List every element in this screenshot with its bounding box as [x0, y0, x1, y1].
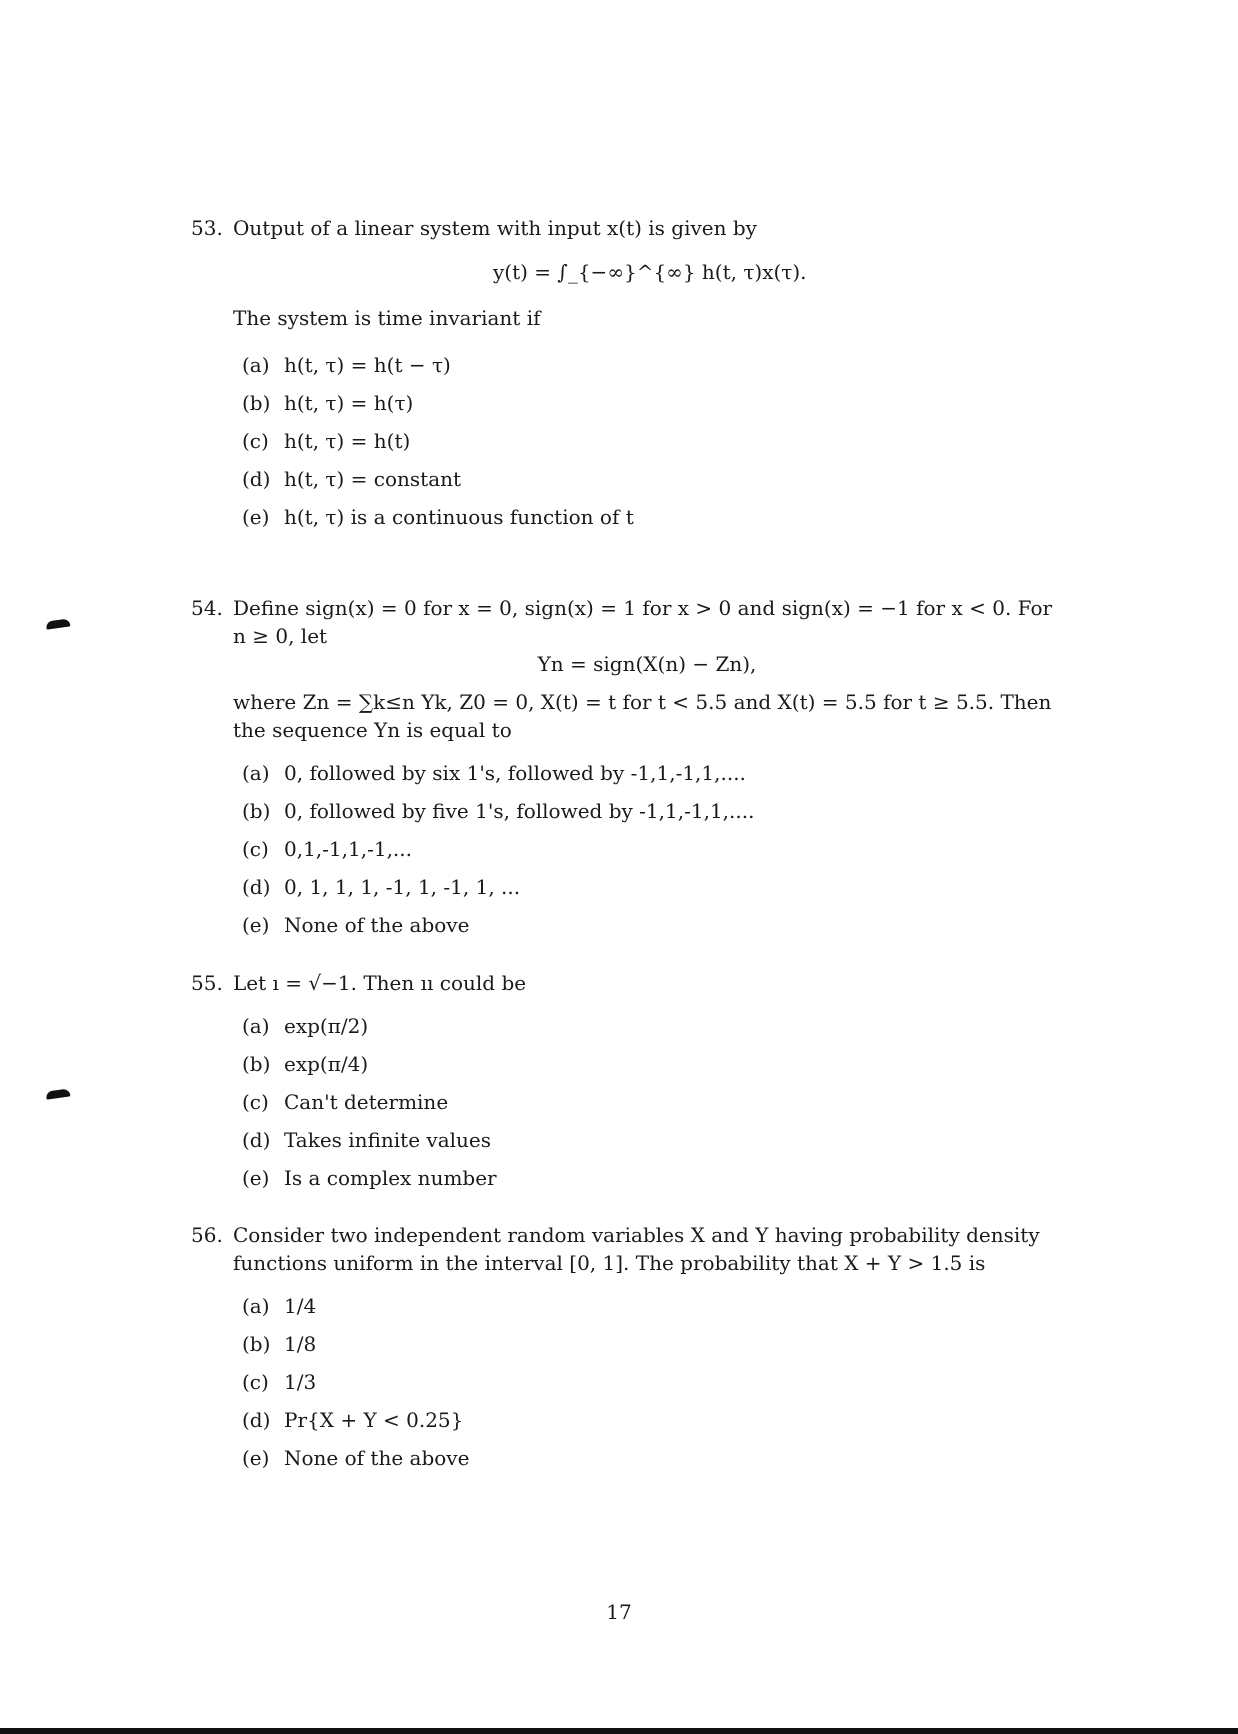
option: (c) 1/3: [242, 1370, 317, 1394]
option-list: [242, 1287, 1061, 1477]
option: (a) 0, followed by six 1's, followed by -1,1,-1,1,....: [242, 761, 746, 785]
option: (e) h(t, τ) is a continuous function of t: [242, 505, 634, 529]
option: (a) exp(π/2): [242, 1014, 369, 1038]
option: (b) 0, followed by five 1's, followed by -1,1,-1,1,....: [242, 799, 755, 823]
equation: Yn = sign(X(n) − Zn),: [537, 652, 757, 676]
question-number: 54.: [191, 596, 223, 620]
margin-mark: [46, 1088, 71, 1099]
option: (b) h(t, τ) = h(τ): [242, 391, 414, 415]
option: (e) None of the above: [242, 1446, 470, 1470]
question-stem: Output of a linear system with input x(t) is given by: [233, 216, 757, 240]
question-55: [191, 969, 1061, 1197]
question-lead: The system is time invariant if: [233, 306, 541, 330]
bottom-rule: [0, 1728, 1238, 1734]
page-number: 17: [606, 1600, 632, 1624]
option-list: [242, 754, 1061, 944]
question-number: 55.: [191, 971, 223, 995]
question-stem: Consider two independent random variables X and Y having probability density functions uniform in the interval [0, 1]. The probability that X + Y > 1.5 is: [233, 1223, 1040, 1275]
question-stem: Let ı = √−1. Then ıı could be: [233, 971, 527, 995]
question-56: [191, 1221, 1061, 1477]
question-number: 56.: [191, 1223, 223, 1247]
question-53: [191, 214, 1061, 536]
question-number: 53.: [191, 216, 223, 240]
option: (d) Takes infinite values: [242, 1128, 492, 1152]
option: (b) 1/8: [242, 1332, 317, 1356]
option: (e) None of the above: [242, 913, 470, 937]
question-lead: where Zn = ∑k≤n Yk, Z0 = 0, X(t) = t for t < 5.5 and X(t) = 5.5 for t ≥ 5.5. Then the sequence Yn is equal to: [233, 690, 1052, 742]
option: (d) h(t, τ) = constant: [242, 467, 462, 491]
option-list: [242, 1007, 1061, 1197]
option: (c) h(t, τ) = h(t): [242, 429, 411, 453]
option: (c) 0,1,-1,1,-1,...: [242, 837, 412, 861]
option: (c) Can't determine: [242, 1090, 449, 1114]
option-list: [242, 346, 1061, 536]
option: (d) Pr{X + Y < 0.25}: [242, 1408, 464, 1432]
question-54: [191, 594, 1061, 944]
option: (a) h(t, τ) = h(t − τ): [242, 353, 451, 377]
option: (d) 0, 1, 1, 1, -1, 1, -1, 1, ...: [242, 875, 521, 899]
option: (b) exp(π/4): [242, 1052, 369, 1076]
equation: y(t) = ∫_{−∞}^{∞} h(t, τ)x(τ).: [493, 260, 807, 284]
margin-mark: [46, 618, 71, 629]
option: (e) Is a complex number: [242, 1166, 497, 1190]
option: (a) 1/4: [242, 1294, 317, 1318]
question-stem: Define sign(x) = 0 for x = 0, sign(x) = 1 for x > 0 and sign(x) = −1 for x < 0. For n ≥ 0, let: [233, 596, 1053, 648]
